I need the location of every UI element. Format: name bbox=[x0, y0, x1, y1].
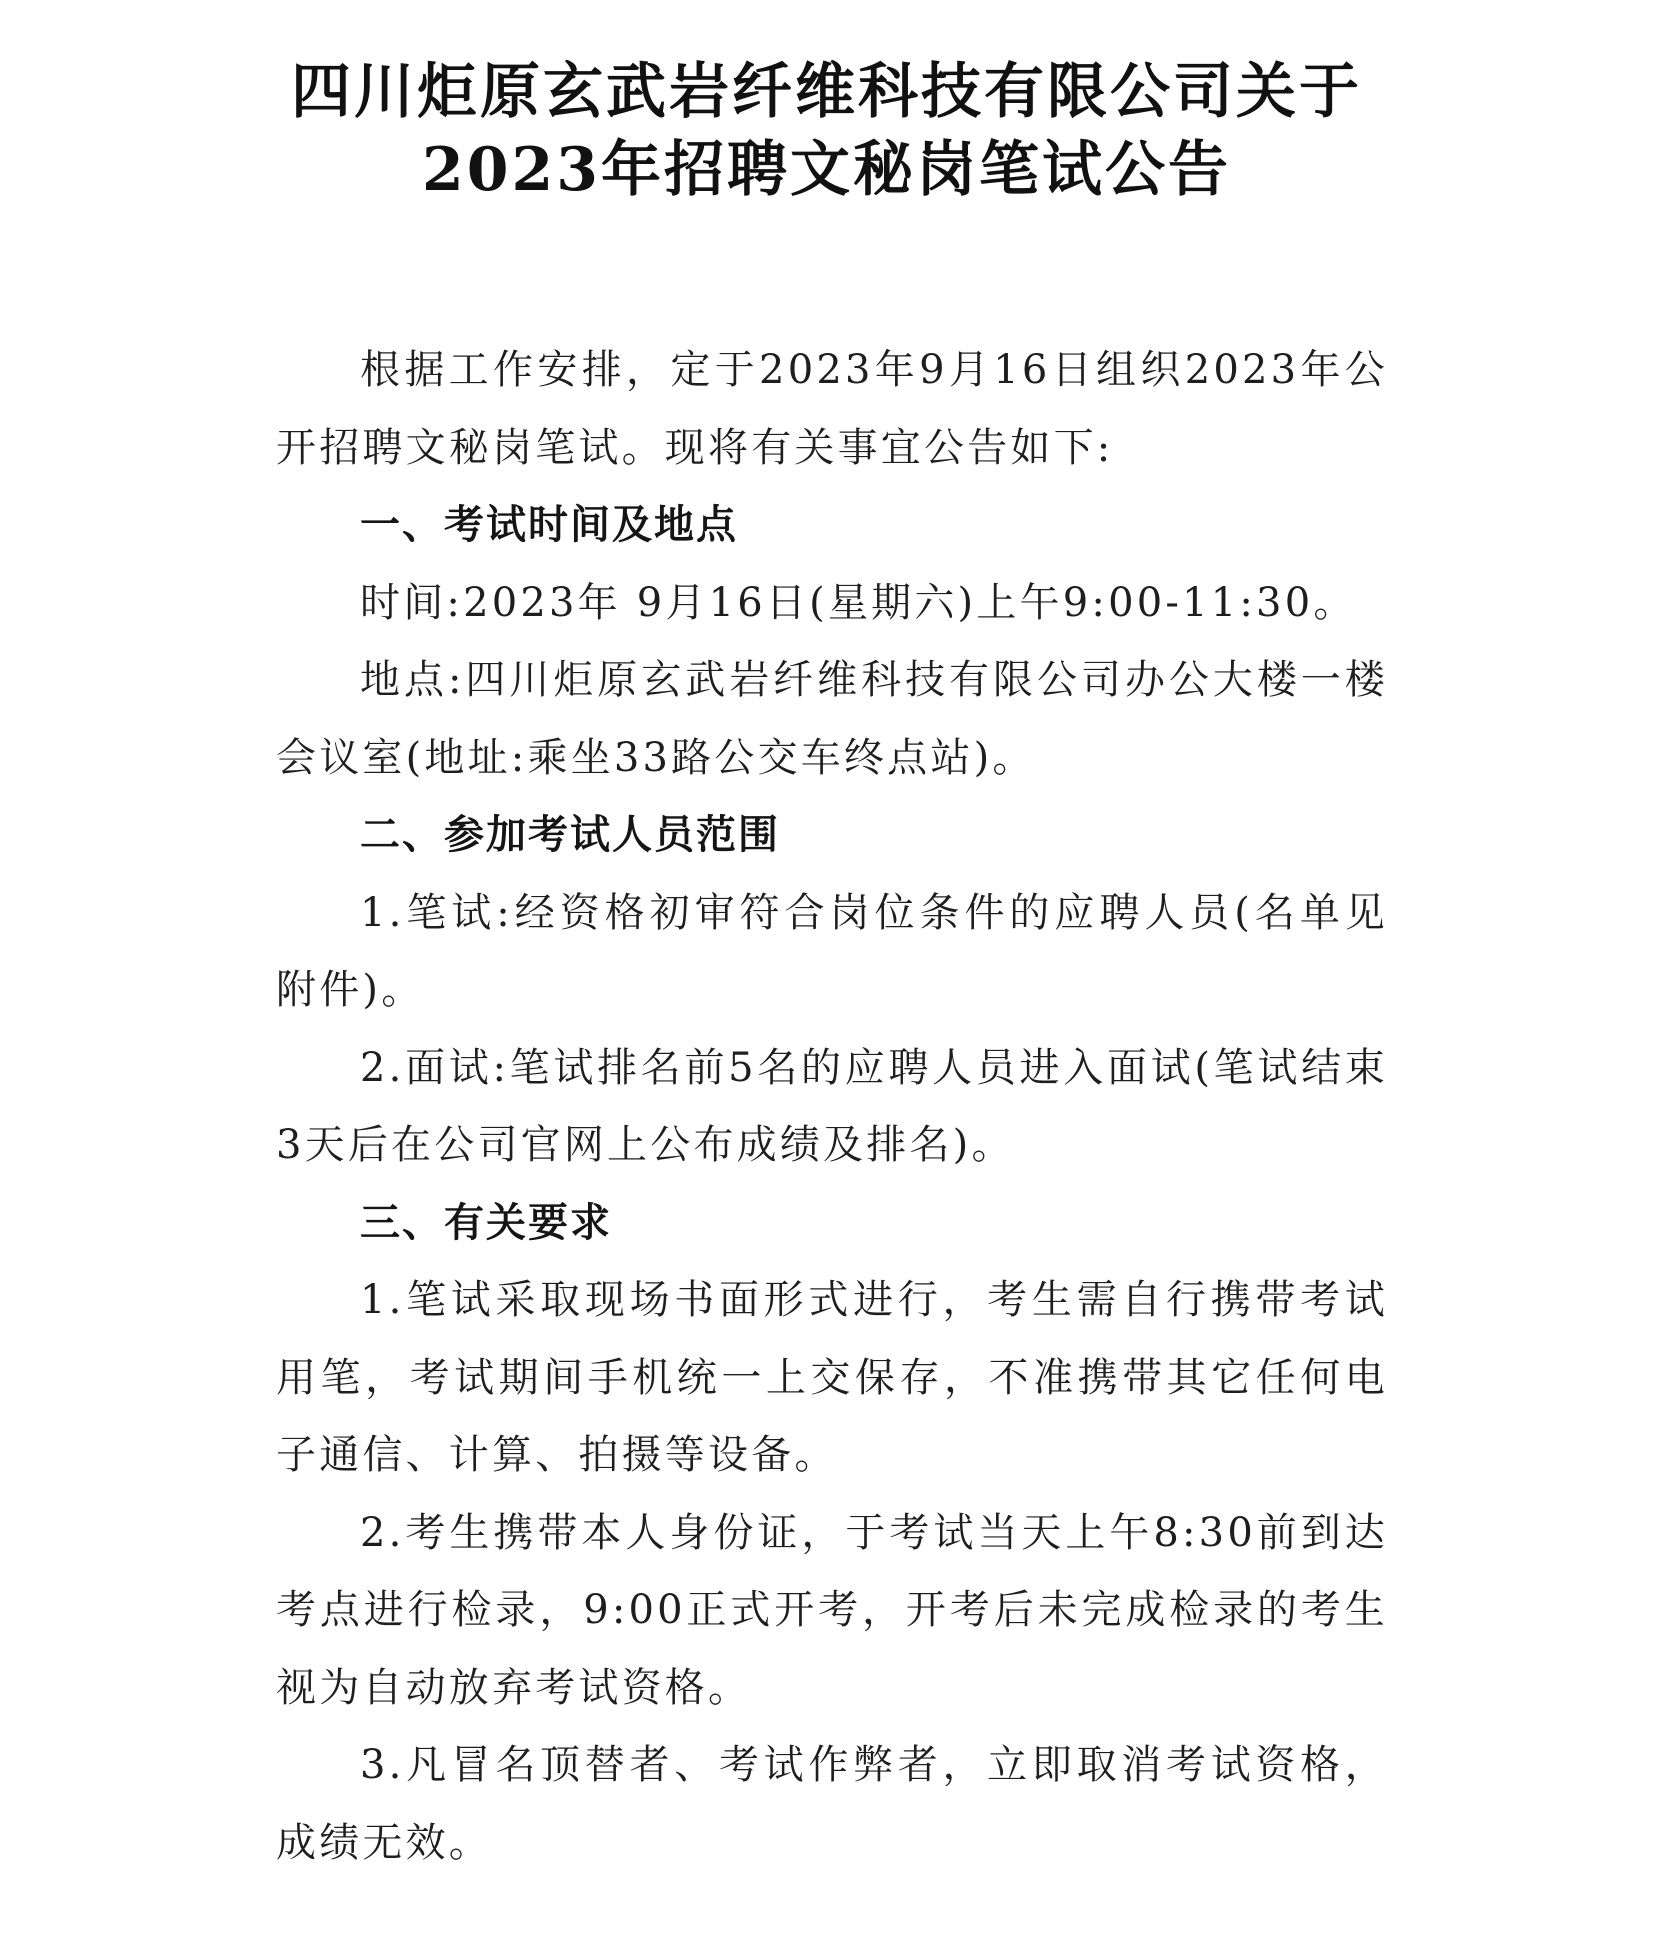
document-body bbox=[276, 332, 1388, 1882]
exam-location-paragraph: 地点:四川炬原玄武岩纤维科技有限公司办公大楼一楼会议室(地址:乘坐33路公交车终点站)。 bbox=[276, 657, 1388, 781]
requirement-1-paragraph: 1.笔试采取现场书面形式进行，考生需自行携带考试用笔，考试期间手机统一上交保存，不准携带其它任何电子通信、计算、拍摄等设备。 bbox=[276, 1277, 1388, 1478]
document-title-line-1: 四川炬原玄武岩纤维科技有限公司关于 bbox=[291, 57, 1362, 127]
requirement-2-paragraph: 2.考生携带本人身份证，于考试当天上午8:30前到达考点进行检录，9:00正式开考，开考后未完成检录的考生视为自动放弃考试资格。 bbox=[276, 1509, 1388, 1711]
intro-paragraph: 根据工作安排，定于2023年9月16日组织2023年公开招聘文秘岗笔试。现将有关事宜公告如下: bbox=[276, 347, 1388, 471]
document-title-line-2: 2023年招聘文秘岗笔试公告 bbox=[422, 135, 1231, 205]
written-exam-participants-paragraph: 1.笔试:经资格初审符合岗位条件的应聘人员(名单见附件)。 bbox=[276, 889, 1388, 1013]
section-heading-requirements: 三、有关要求 bbox=[360, 1199, 612, 1246]
requirement-3-paragraph: 3.凡冒名顶替者、考试作弊者，立即取消考试资格，成绩无效。 bbox=[276, 1742, 1388, 1866]
interview-participants-paragraph: 2.面试:笔试排名前5名的应聘人员进入面试(笔试结束3天后在公司官网上公布成绩及排名)。 bbox=[276, 1044, 1388, 1168]
exam-time-paragraph: 时间:2023年 9月16日(星期六)上午9:00-11:30。 bbox=[360, 579, 1357, 626]
section-heading-participants: 二、参加考试人员范围 bbox=[360, 812, 780, 858]
section-heading-exam-time-location: 一、考试时间及地点 bbox=[360, 502, 738, 548]
